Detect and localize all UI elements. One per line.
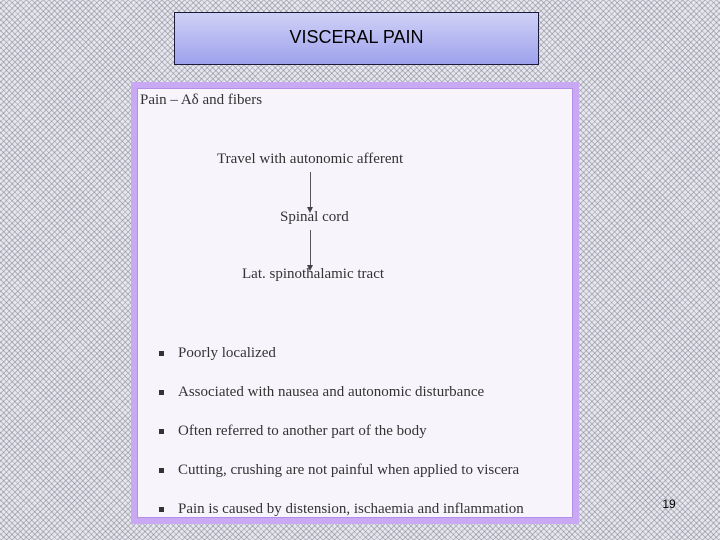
bullet-square-icon [159,351,164,356]
scanned-page [137,88,573,518]
bullet-square-icon [159,390,164,395]
down-arrow-icon [310,230,311,266]
bullet-text: Associated with nausea and autonomic disturbance [178,384,485,400]
bullet-text: Poorly localized [178,345,276,361]
slide-title: VISCERAL PAIN [289,27,424,47]
bullet-item [153,384,524,423]
scanned-image [131,82,579,524]
scan-heading: Pain – Aδ and fibers [140,92,263,108]
bullet-item [153,501,524,518]
bullet-text: Cutting, crushing are not painful when applied to viscera [178,462,520,478]
bullet-square-icon [159,507,164,512]
bullet-list [153,345,524,518]
down-arrow-icon [310,172,311,208]
bullet-item [153,423,524,462]
bullet-item [153,462,524,501]
flow-step-2: Spinal cord [280,209,349,225]
page-number: 19 [662,497,676,511]
bullet-item [153,345,524,384]
bullet-square-icon [159,429,164,434]
bullet-text: Pain is caused by distension, ischaemia and inflammation [178,501,524,517]
bullet-square-icon [159,468,164,473]
flow-step-3: Lat. spinothalamic tract [242,266,385,282]
bullet-text: Often referred to another part of the body [178,423,427,439]
title-box [174,12,539,65]
flow-step-1: Travel with autonomic afferent [217,151,404,167]
